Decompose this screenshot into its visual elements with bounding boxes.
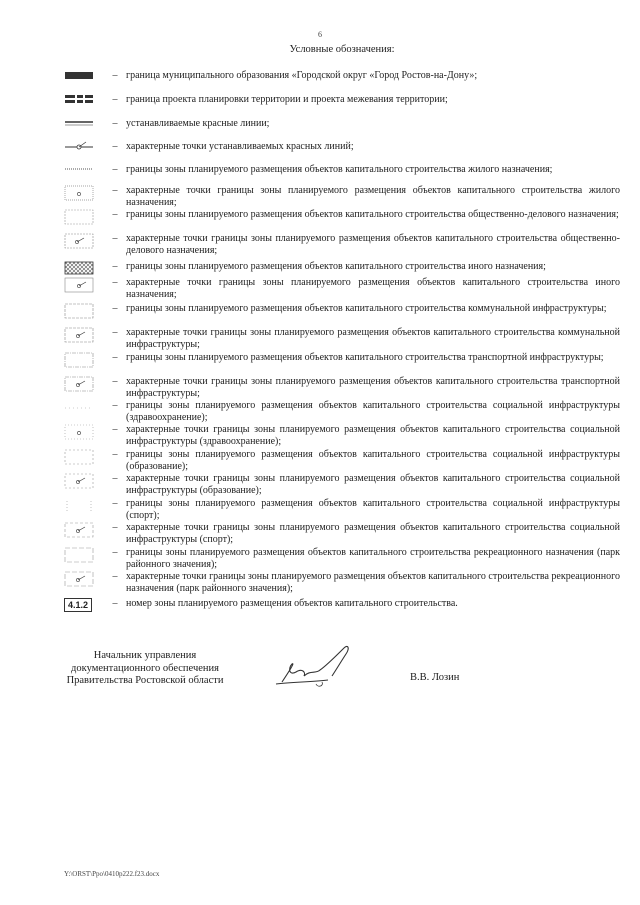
zone-number-symbol (64, 598, 94, 612)
legend-text: характерные точки границы зоны планируемого размещения объектов капитального строительства социальной инфраструктуры (здравоохранение); (126, 424, 620, 447)
legend-dash: – (112, 277, 118, 288)
legend-row (64, 598, 620, 614)
legend-list (64, 70, 620, 614)
legend-row (64, 449, 620, 473)
recreation-zone-points-symbol (64, 571, 94, 587)
sport-zone-points-symbol (64, 522, 94, 538)
red-line-points-symbol (64, 141, 94, 151)
legend-text: границы зоны планируемого размещения объектов капитального строительства социальной инфраструктуры (образование); (126, 449, 620, 472)
legend-row (64, 473, 620, 498)
legend-text: границы зоны планируемого размещения объектов капитального строительства иного назначения; (126, 261, 546, 272)
signature-title-line: Правительства Ростовской области (66, 675, 224, 687)
legend-row (64, 261, 620, 277)
legend-row (64, 164, 620, 176)
legend-text: характерные точки границы зоны планируемого размещения объектов капитального строительства иного назначения; (126, 277, 620, 300)
legend-row (64, 277, 620, 303)
sport-zone-border-symbol (64, 498, 94, 514)
legend-text: характерные точки границы зоны планируемого размещения объектов капитального строительства транспортной инфраструктуры; (126, 376, 620, 399)
legend-dash: – (112, 400, 118, 411)
legend-dash: – (112, 376, 118, 387)
legend-row (64, 303, 620, 327)
education-zone-border-symbol (64, 449, 94, 465)
legend-row (64, 209, 620, 233)
legend-text: границы зоны планируемого размещения объектов капитального строительства общественно-делового назначения; (126, 209, 619, 220)
legend-text: граница проекта планировки территории и проекта межевания территории; (126, 94, 448, 105)
residential-zone-points-symbol (64, 185, 94, 201)
recreation-zone-border-symbol (64, 547, 94, 563)
legend-row (64, 376, 620, 400)
legend-dash: – (112, 327, 118, 338)
legend-row (64, 185, 620, 209)
legend-dash: – (112, 185, 118, 196)
legend-dash: – (112, 473, 118, 484)
red-lines-symbol (64, 118, 94, 128)
page-number: 6 (318, 30, 322, 39)
legend-dash: – (112, 70, 118, 81)
legend-dash: – (112, 164, 118, 175)
signature-title-block (60, 650, 230, 688)
legend-row (64, 400, 620, 424)
planning-project-border-symbol (64, 94, 94, 104)
legend-row (64, 547, 620, 571)
legend-text: характерные точки границы зоны планируемого размещения объектов капитального строительства рекреационного назначения (парк районного значения); (126, 571, 620, 594)
legend-dash: – (112, 522, 118, 533)
handwritten-signature (262, 640, 362, 692)
utility-zone-points-symbol (64, 327, 94, 343)
legend-row (64, 522, 620, 547)
file-path-footer: Y:\ORST\Ppo\0410p222.f23.docx (64, 870, 160, 878)
legend-dash: – (112, 94, 118, 105)
legend-dash: – (112, 118, 118, 129)
signer-name: В.В. Лозин (410, 672, 460, 683)
legend-dash: – (112, 261, 118, 272)
legend-dash: – (112, 141, 118, 152)
utility-zone-border-symbol (64, 303, 94, 319)
legend-row (64, 233, 620, 259)
legend-text: границы зоны планируемого размещения объектов капитального строительства транспортной инфраструктуры; (126, 352, 604, 363)
legend-text: границы зоны планируемого размещения объектов капитального строительства социальной инфраструктуры (здравоохранение); (126, 400, 620, 423)
legend-row (64, 424, 620, 449)
legend-text: границы зоны планируемого размещения объектов капитального строительства жилого назначения; (126, 164, 553, 175)
legend-text: характерные точки границы зоны планируемого размещения объектов капитального строительства общественно-делового назначения; (126, 233, 620, 256)
education-zone-points-symbol (64, 473, 94, 489)
legend-dash: – (112, 598, 118, 609)
zone-number-label: 4.1.2 (64, 598, 92, 612)
legend-dash: – (112, 449, 118, 460)
legend-dash: – (112, 498, 118, 509)
legend-row (64, 141, 620, 164)
transport-zone-border-symbol (64, 352, 94, 368)
legend-row (64, 118, 620, 141)
signature-title-line: документационного обеспечения (71, 662, 219, 674)
transport-zone-points-symbol (64, 376, 94, 392)
other-zone-border-symbol (64, 261, 94, 275)
legend-text: номер зоны планируемого размещения объектов капитального строительства. (126, 598, 458, 609)
legend-dash: – (112, 233, 118, 244)
legend-row (64, 94, 620, 118)
legend-row (64, 498, 620, 522)
legend-text: граница муниципального образования «Городской округ «Город Ростов-на-Дону»; (126, 70, 478, 81)
legend-text: границы зоны планируемого размещения объектов капитального строительства рекреационного назначения (парк районного значения); (126, 547, 620, 570)
legend-text: устанавливаемые красные линии; (126, 118, 270, 129)
legend-text: характерные точки границы зоны планируемого размещения объектов капитального строительства жилого назначения; (126, 185, 620, 208)
legend-dash: – (112, 571, 118, 582)
legend-text: границы зоны планируемого размещения объектов капитального строительства социальной инфраструктуры (спорт); (126, 498, 620, 521)
signature-title-line: Начальник управления (93, 650, 197, 661)
legend-row (64, 327, 620, 352)
municipal-border-symbol (64, 70, 94, 80)
legend-dash: – (112, 303, 118, 314)
business-zone-border-symbol (64, 209, 94, 225)
legend-dash: – (112, 352, 118, 363)
health-zone-border-symbol (64, 400, 94, 416)
legend-text: характерные точки границы зоны планируемого размещения объектов капитального строительства социальной инфраструктуры (спорт); (126, 522, 620, 545)
health-zone-points-symbol (64, 424, 94, 440)
residential-zone-border-symbol (64, 164, 94, 174)
legend-text: характерные точки устанавливаемых красных линий; (126, 141, 354, 152)
legend-row (64, 70, 620, 94)
legend-dash: – (112, 547, 118, 558)
legend-text: характерные точки границы зоны планируемого размещения объектов капитального строительства социальной инфраструктуры (образование); (126, 473, 620, 496)
legend-dash: – (112, 424, 118, 435)
legend-dash: – (112, 209, 118, 220)
legend-heading: Условные обозначения: (289, 44, 395, 55)
legend-row (64, 571, 620, 598)
business-zone-points-symbol (64, 233, 94, 249)
legend-text: характерные точки границы зоны планируемого размещения объектов капитального строительства коммунальной инфраструктуры; (126, 327, 620, 350)
other-zone-points-symbol (64, 277, 94, 293)
legend-row (64, 352, 620, 376)
legend-text: границы зоны планируемого размещения объектов капитального строительства коммунальной инфраструктуры; (126, 303, 607, 314)
